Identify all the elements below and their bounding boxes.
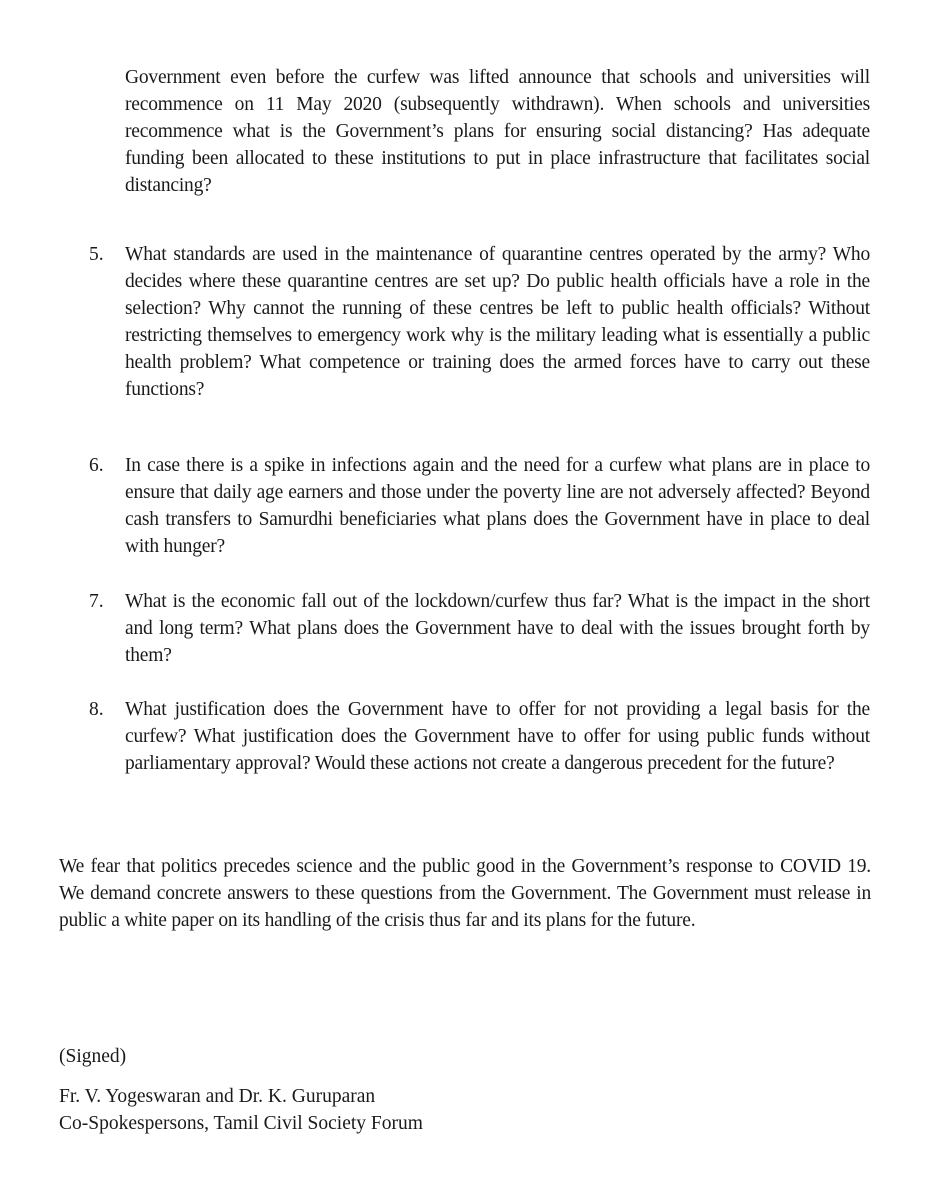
signed-label: (Signed): [59, 1046, 127, 1067]
question-text: In case there is a spike in infections again and the need for a curfew what plans are in place to ensure that daily age earners and those under the poverty line are not adversely affected? Beyond cash transfers to Samurdhi beneficiaries what plans does the Government have in place to deal with hunger?: [125, 455, 870, 557]
signatory-title: Co-Spokespersons, Tamil Civil Society Forum: [59, 1113, 423, 1134]
signatory-names: Fr. V. Yogeswaran and Dr. K. Guruparan: [59, 1086, 376, 1107]
question-number: 5.: [89, 244, 104, 265]
question-text: What standards are used in the maintenance of quarantine centres operated by the army? Who decides where these quarantine centres are set up? Do public health officials have a role in the selection? Why cannot the running of these centres be left to public health officials? Without restricting themselves to emergency work why is the military leading what is essentially a public health problem? What competence or training does the armed forces have to carry out these functions?: [125, 244, 870, 400]
question-text: What is the economic fall out of the lockdown/curfew thus far? What is the impact in the short and long term? What plans does the Government have to deal with the issues brought forth by them?: [125, 591, 870, 666]
continuation-paragraph: Government even before the curfew was lifted announce that schools and universities will recommence on 11 May 2020 (subsequently withdrawn). When schools and universities recommence what is the Government’s plans for ensuring social distancing? Has adequate funding been allocated to these institutions to put in place infrastructure that facilitates social distancing?: [125, 67, 870, 196]
question-number: 6.: [89, 455, 104, 476]
question-text: What justification does the Government have to offer for not providing a legal basis for the curfew? What justification does the Government have to offer for using public funds without parliamentary approval? Would these actions not create a dangerous precedent for the future?: [125, 699, 870, 774]
closing-paragraph: We fear that politics precedes science and the public good in the Government’s response to COVID 19. We demand concrete answers to these questions from the Government. The Government must release in public a white paper on its handling of the crisis thus far and its plans for the future.: [59, 856, 871, 931]
question-number: 8.: [89, 699, 104, 720]
question-number: 7.: [89, 591, 104, 612]
